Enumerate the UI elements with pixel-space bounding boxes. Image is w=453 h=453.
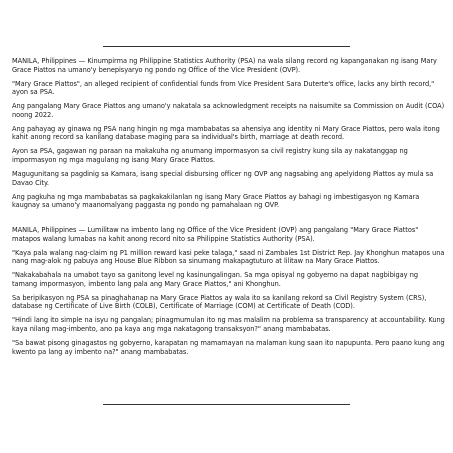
paragraph: "Hindi lang ito simple na isyu ng pangalan; pinagmumulan ito ng mas malalim na problema sa transparency at accountability. Kung kaya nilang mag-imbento, ano pa kaya ang mga nakatagong transaksyon?" anang mambabatas. (12, 316, 445, 334)
paragraph: MANILA, Philippines — Lumilitaw na imbento lang ng Office of the Vice President (OVP) ang pangalang "Mary Grace Piattos" matapos walang lumabas na kahit anong record nito sa Philippine Statistics Authority (PSA). (12, 226, 419, 243)
top-divider-line (103, 46, 350, 47)
paragraph: Ayon sa PSA, gagawan ng paraan na makakuha ng anumang impormasyon sa civil registry kung sila ay nakatanggap ng impormasyon ng mga magulang ng isang Mary Grace Piattos. (12, 147, 408, 165)
paragraph: "Mary Grace Piattos", an alleged recipient of confidential funds from Vice President Sara Duterte's office, lacks any birth record," ayon sa PSA. (12, 79, 435, 97)
paragraph: "Sa bawat pisong ginagastos ng gobyerno, karapatan ng mamamayan na malaman kung saan ito napupunta. Pero paano kung ang kwento pa lang ay imbento na?" anang mambabatas. (12, 338, 445, 356)
paragraph: "Nakakabahala na umabot tayo sa ganitong level ng kasinungalingan. Sa mga opisyal ng gobyerno na dapat nagbibigay ng tamang impormasyon, imbento lang pala ang Mary Grace Piattos," ani Khonghun. (12, 271, 418, 288)
bottom-divider-line (103, 404, 350, 405)
paragraph: "Kaya pala walang nag-claim ng P1 million reward kasi peke talaga," saad ni Zambales 1st District Rep. Jay Khonghun matapos una nang mag-alok ng pabuya ang House Blue Ribbon sa sinumang makapagtuturo at lilitaw na Mary Grace Piattos. (12, 248, 445, 266)
paragraph: MANILA, Philippines — Kinumpirma ng Philippine Statistics Authority (PSA) na wala silang record ng kapanganakan ng isang Mary Grace Piattos na umano'y benepisyaryo ng pondo ng Office of the Vice President (OVP). (12, 57, 437, 74)
paragraph: Ang pahayag ay ginawa ng PSA nang hingin ng mga mambabatas sa ahensiya ang identity ni Mary Grace Piattos, pero wala itong kahit anong record sa kanilang database maging para sa individual's birth, marriage at death record. (12, 124, 440, 142)
paragraph: Magugunitang sa pagdinig sa Kamara, isang special disbursing officer ng OVP ang nagsabing ang apelyidong Piattos ay mula sa Davao City. (12, 169, 434, 187)
article-psa-confirmation (12, 57, 445, 215)
paragraph: Ang pagkuha ng mga mambabatas sa pagkakakilanlan ng isang Mary Grace Piattos ay bahagi ng imbestigasyon ng Kamara kaugnay sa umano'y maanomalyang paggasta ng pondo ng pamahalaan ng OVP. (12, 192, 420, 210)
paragraph: Ang pangalang Mary Grace Piattos ang umano'y nakatala sa acknowledgment receipts na naisumite sa Commission on Audit (COA) noong 2022. (12, 102, 445, 119)
paragraph: Sa beripikasyon ng PSA sa pinaghahanap na Mary Grace Piattos ay wala ito sa kanilang rekord sa Civil Registry System (CRS), database ng Certificate of Live Birth (COLB), Certificate of Marriage (COM) at Certificate of Death (COD). (12, 293, 427, 311)
article-invented-name (12, 226, 445, 362)
